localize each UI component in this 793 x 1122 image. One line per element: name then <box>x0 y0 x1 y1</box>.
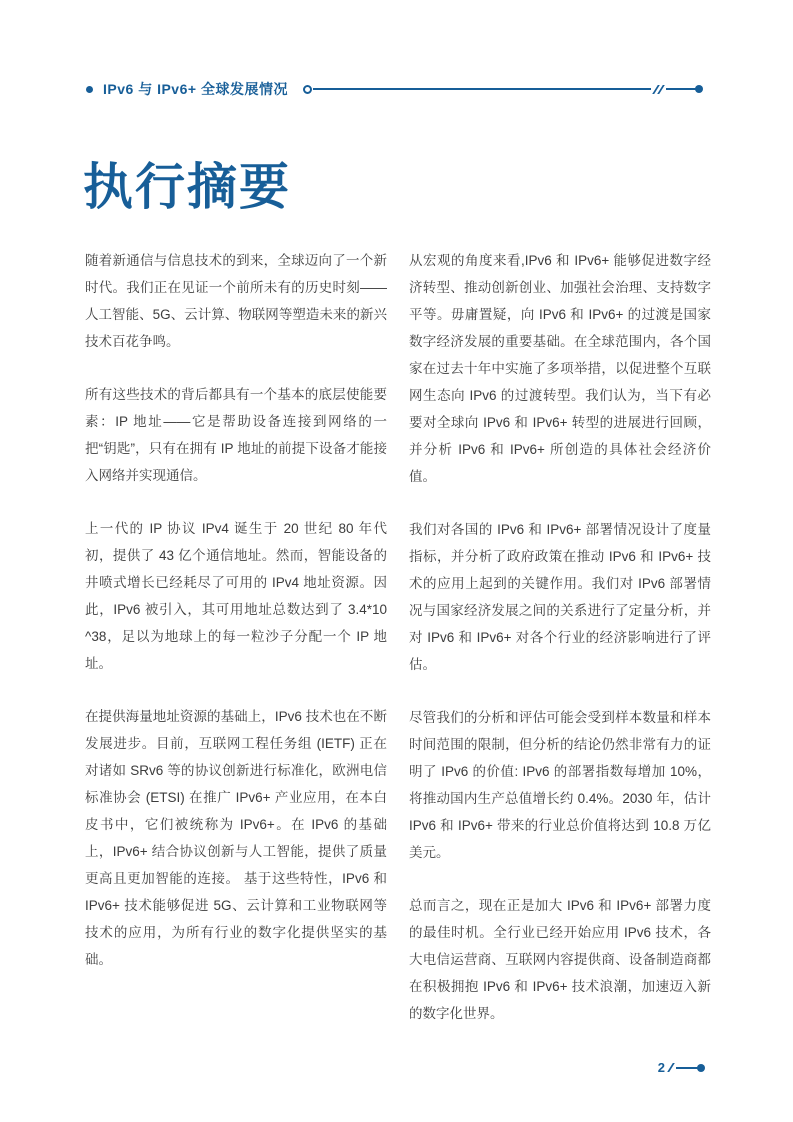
page-number: 2 <box>657 1060 665 1075</box>
paragraph: 在提供海量地址资源的基础上，IPv6 技术也在不断发展进步。目前，互联网工程任务组 (IETF) 正在对诸如 SRv6 等的协议创新进行标准化，欧洲电信标准协会 (ETSI) 在推广 IPv6+ 产业应用，在本白皮书中，它们被统称为 IPv6+。在 IPv6 的基础上，IPv6+ 结合协议创新与人工智能，提供了质量更高且更加智能的连接。 基于这些特性，IPv6 和 IPv6+ 技术能够促进 5G、云计算和工业物联网等技术的应用，为所有行业的数字化提供坚实的基础。 <box>85 709 387 967</box>
paragraph: 总而言之，现在正是加大 IPv6 和 IPv6+ 部署力度的最佳时机。全行业已经开始应用 IPv6 技术，各大电信运营商、互联网内容提供商、设备制造商都在积极拥抱 IPv6 和 IPv6+ 技术浪潮，加速迈入新的数字化世界。 <box>409 898 711 1021</box>
paragraph: 上一代的 IP 协议 IPv4 诞生于 20 世纪 80 年代初，提供了 43 亿个通信地址。然而，智能设备的井喷式增长已经耗尽了可用的 IPv4 地址资源。因此，IPv6 被引入，其可用地址总数达到了 3.4*10 ^38，足以为地球上的每一粒沙子分配一个 IP 地址。 <box>85 521 387 671</box>
section-header-label: IPv6 与 IPv6+ 全球发展情况 <box>103 81 288 97</box>
paragraph: 我们对各国的 IPv6 和 IPv6+ 部署情况设计了度量指标，并分析了政府政策在推动 IPv6 和 IPv6+ 技术的应用上起到的关键作用。我们对 IPv6 部署情况与国家经济发展之间的关系进行了定量分析，并对 IPv6 和 IPv6+ 对各个行业的经济影响进行了评估。 <box>409 522 711 672</box>
paragraph: 从宏观的角度来看,IPv6 和 IPv6+ 能够促进数字经济转型、推动创新创业、加强社会治理、支持数字平等。毋庸置疑，向 IPv6 和 IPv6+ 的过渡是国家数字经济发展的重要基础。在全球范围内，各个国家在过去十年中实施了多项举措，以促进整个互联网生态向 IPv6 的过渡转型。我们认为，当下有必要对全球向 IPv6 和 IPv6+ 转型的进展进行回顾，并分析 IPv6 和 IPv6+ 所创造的具体社会经济价值。 <box>409 253 711 484</box>
left-column <box>85 247 387 1053</box>
open-circle-icon <box>303 85 312 94</box>
slash-icon <box>667 1063 675 1072</box>
right-column <box>409 247 711 1053</box>
body-columns <box>85 247 711 1053</box>
paragraph: 所有这些技术的背后都具有一个基本的底层使能要素：IP 地址——它是帮助设备连接到网络的一把“钥匙”，只有在拥有 IP 地址的前提下设备才能接入网络并实现通信。 <box>85 387 387 483</box>
end-dot-icon <box>695 85 703 93</box>
header-rule-line-short <box>666 88 696 90</box>
paragraph: 尽管我们的分析和评估可能会受到样本数量和样本时间范围的限制，但分析的结论仍然非常有力的证明了 IPv6 的价值: IPv6 的部署指数每增加 10%，将推动国内生产总值增长约 0.4%。2030 年，估计 IPv6 和 IPv6+ 带来的行业总价值将达到 10.8 万亿美元。 <box>409 710 711 860</box>
page-title: 执行摘要 <box>83 159 291 215</box>
footer-dot-icon <box>697 1064 705 1072</box>
double-slash-icon <box>655 85 662 94</box>
page-header <box>86 80 703 98</box>
paragraph: 随着新通信与信息技术的到来，全球迈向了一个新时代。我们正在见证一个前所未有的历史时刻——人工智能、5G、云计算、物联网等塑造未来的新兴技术百花争鸣。 <box>85 253 387 349</box>
bullet-dot-icon <box>86 86 93 93</box>
header-rule-line <box>313 88 651 90</box>
page-footer <box>658 1060 705 1075</box>
footer-rule-line <box>676 1067 698 1069</box>
